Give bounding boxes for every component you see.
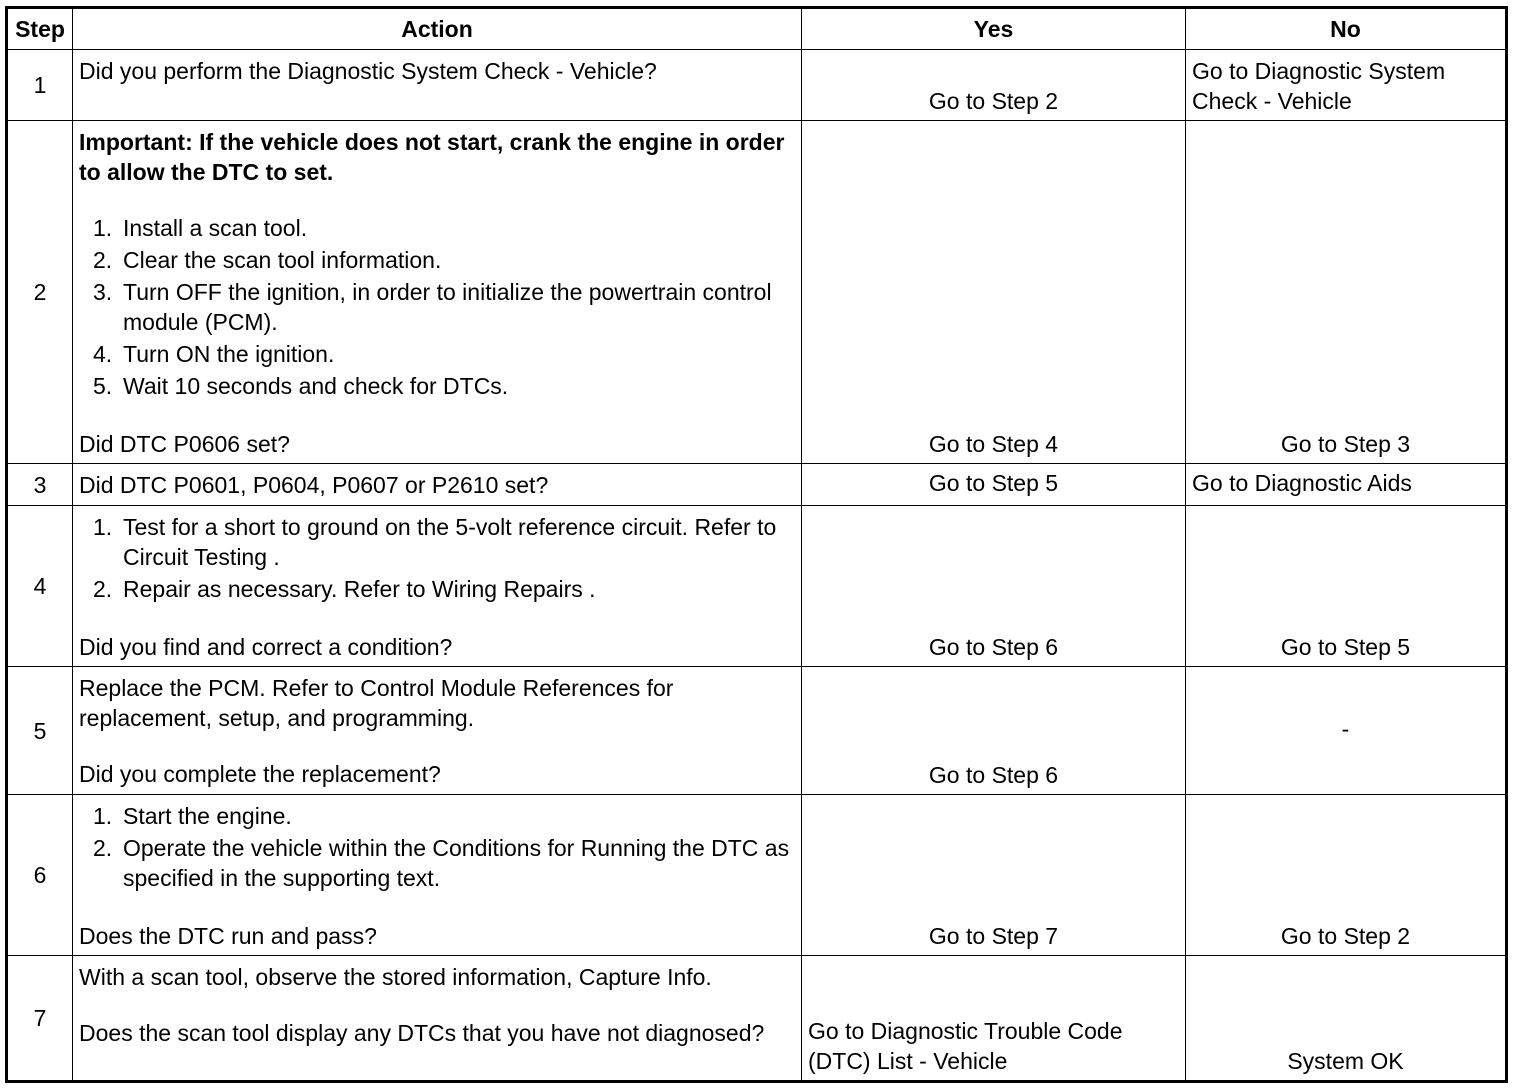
list-number: 4. (93, 341, 113, 367)
no-cell: - (1186, 667, 1507, 795)
diagnostic-table (5, 6, 1508, 1083)
yes-cell: Go to Step 4 (802, 121, 1186, 464)
step-number: 5 (7, 667, 73, 795)
list-item (79, 339, 795, 369)
header-no: No (1186, 8, 1507, 50)
list-text: Wait 10 seconds and check for DTCs. (123, 373, 509, 399)
table-row (7, 956, 1507, 1082)
no-cell: Go to Step 3 (1186, 121, 1507, 464)
table-row (7, 667, 1507, 795)
list-item (79, 277, 795, 337)
step-number: 4 (7, 506, 73, 667)
list-number: 2. (93, 576, 113, 602)
step-number: 3 (7, 464, 73, 506)
question-text: Did you find and correct a condition? (79, 634, 453, 660)
instruction-text: Replace the PCM. Refer to Control Module References for replacement, setup, and programming. (79, 675, 674, 731)
question-text: Does the scan tool display any DTCs that you have not diagnosed? (79, 1020, 765, 1046)
header-yes: Yes (802, 8, 1186, 50)
step-number: 6 (7, 795, 73, 956)
yes-cell: Go to Diagnostic Trouble Code (DTC) List - Vehicle (802, 956, 1186, 1082)
list-text: Test for a short to ground on the 5-volt reference circuit. Refer to Circuit Testing . (123, 514, 777, 570)
list-text: Start the engine. (123, 803, 292, 829)
list-text: Turn OFF the ignition, in order to initialize the powertrain control module (PCM). (123, 279, 772, 335)
list-text: Clear the scan tool information. (123, 247, 442, 273)
yes-cell: Go to Step 7 (802, 795, 1186, 956)
list-item (79, 213, 795, 243)
no-cell: Go to Step 2 (1186, 795, 1507, 956)
list-number: 2. (93, 247, 113, 273)
list-number: 1. (93, 215, 113, 241)
list-number: 5. (93, 373, 113, 399)
list-text: Repair as necessary. Refer to Wiring Repairs . (123, 576, 596, 602)
table-row (7, 121, 1507, 464)
question-text: Does the DTC run and pass? (79, 923, 377, 949)
step-number: 7 (7, 956, 73, 1082)
yes-cell: Go to Step 5 (802, 464, 1186, 506)
list-item (79, 371, 795, 401)
list-number: 2. (93, 835, 113, 861)
no-cell: Go to Step 5 (1186, 506, 1507, 667)
action-cell (73, 506, 802, 667)
header-action: Action (73, 8, 802, 50)
step-number: 1 (7, 50, 73, 121)
list-number: 1. (93, 514, 113, 540)
step-number: 2 (7, 121, 73, 464)
list-text: Operate the vehicle within the Conditions for Running the DTC as specified in the supporting text. (123, 835, 790, 891)
question-text: Did DTC P0606 set? (79, 431, 290, 457)
no-cell: Go to Diagnostic System Check - Vehicle (1186, 50, 1507, 121)
question-text: Did you perform the Diagnostic System Check - Vehicle? (79, 58, 657, 84)
list-item (79, 574, 795, 604)
important-label: Important (79, 129, 186, 155)
steps-list (79, 801, 795, 893)
important-note (79, 127, 795, 187)
list-item (79, 245, 795, 275)
table-row (7, 464, 1507, 506)
list-number: 1. (93, 803, 113, 829)
list-item (79, 512, 795, 572)
list-text: Install a scan tool. (123, 215, 308, 241)
list-item (79, 833, 795, 893)
question-text: Did DTC P0601, P0604, P0607 or P2610 set? (79, 472, 549, 498)
action-cell (73, 667, 802, 795)
instruction-text: With a scan tool, observe the stored information, Capture Info. (79, 964, 712, 990)
header-step: Step (7, 8, 73, 50)
table-row (7, 506, 1507, 667)
header-row (7, 8, 1507, 50)
no-cell: System OK (1186, 956, 1507, 1082)
yes-cell: Go to Step 2 (802, 50, 1186, 121)
steps-list (79, 213, 795, 401)
important-text: : If the vehicle does not start, crank the engine in order to allow the DTC to set. (79, 129, 785, 185)
steps-list (79, 512, 795, 604)
question-text: Did you complete the replacement? (79, 761, 441, 787)
action-cell (73, 121, 802, 464)
table-row (7, 50, 1507, 121)
no-cell: Go to Diagnostic Aids (1186, 464, 1507, 506)
list-item (79, 801, 795, 831)
list-text: Turn ON the ignition. (123, 341, 335, 367)
table-row (7, 795, 1507, 956)
yes-cell: Go to Step 6 (802, 506, 1186, 667)
action-cell (73, 956, 802, 1082)
action-cell (73, 464, 802, 506)
action-cell (73, 795, 802, 956)
yes-cell: Go to Step 6 (802, 667, 1186, 795)
action-cell (73, 50, 802, 121)
list-number: 3. (93, 279, 113, 305)
